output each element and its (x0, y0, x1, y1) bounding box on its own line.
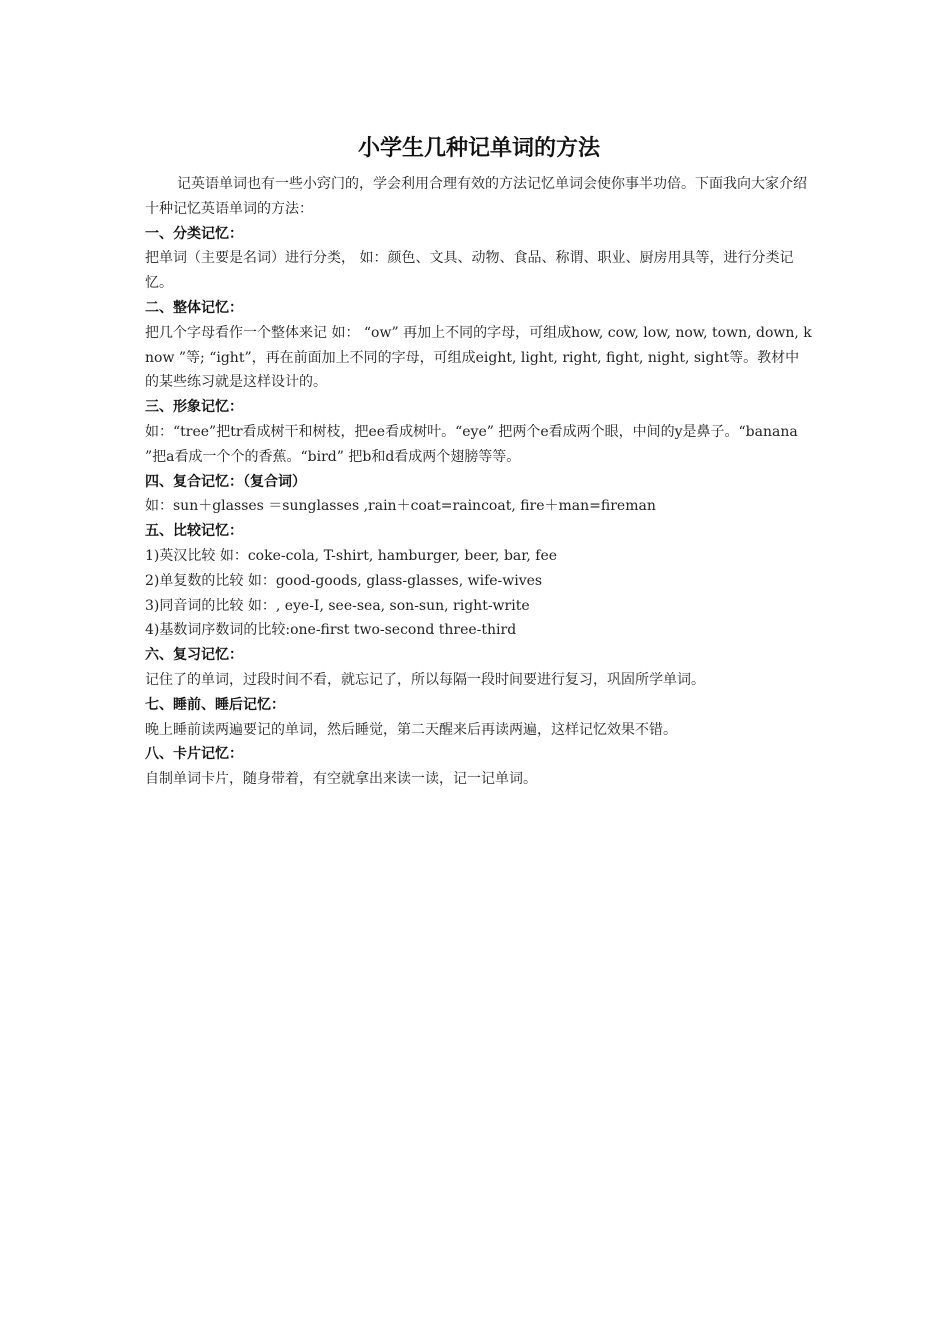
section-body: 把单词（主要是名词）进行分类， 如：颜色、文具、动物、食品、称谓、职业、厨房用具等，进行分类记忆。 (145, 250, 794, 292)
section-heading: 八、卡片记忆： (145, 746, 243, 763)
section-classification (145, 222, 813, 296)
section-heading: 三、形象记忆： (145, 399, 243, 416)
section-cards (145, 742, 813, 792)
section-compound (145, 470, 813, 520)
section-sleep (145, 693, 813, 743)
section-comparison (145, 519, 813, 643)
document-page (145, 132, 813, 792)
section-body: 如：sun＋glasses ＝sunglasses ,rain＋coat=raincoat, fire＋man=fireman (145, 498, 656, 515)
section-body: 记住了的单词，过段时间不看，就忘记了，所以每隔一段时间要进行复习，巩固所学单词。 (145, 671, 705, 688)
section-heading: 六、复习记忆： (145, 647, 243, 664)
section-body: 如：“tree”把tr看成树干和树枝，把ee看成树叶。“eye” 把两个e看成两个眼，中间的y是鼻子。“banana ”把a看成一个个的香蕉。“bird” 把b和d看成两个翅膀等等。 (145, 423, 798, 465)
section-heading: 五、比较记忆： (145, 523, 243, 540)
section-whole (145, 296, 813, 395)
section-heading: 一、分类记忆： (145, 225, 243, 242)
comparison-item: 4)基数词序数词的比较:one-first two-second three-third (145, 622, 517, 639)
section-heading: 七、睡前、睡后记忆： (145, 696, 285, 713)
section-image (145, 395, 813, 469)
comparison-item: 2)单复数的比较 如：good-goods, glass-glasses, wife-wives (145, 572, 543, 589)
section-heading: 二、整体记忆： (145, 299, 243, 316)
section-body: 把几个字母看作一个整体来记 如： “ow” 再加上不同的字母，可组成how, cow, low, now, town, down, know ”等; “ight”，再在前面加上不同的字母，可组成eight, light, right, fight, night, sight等。教材中的某些练习就是这样设计的。 (145, 324, 812, 391)
intro-paragraph: 记英语单词也有一些小窍门的，学会利用合理有效的方法记忆单词会使你事半功倍。下面我向大家介绍十种记忆英语单词的方法： (145, 176, 807, 217)
document-title: 小学生几种记单词的方法 (357, 136, 600, 161)
section-heading: 四、复合记忆：（复合词） (145, 473, 306, 490)
section-body: 自制单词卡片，随身带着，有空就拿出来读一读，记一记单词。 (145, 771, 537, 788)
section-review (145, 643, 813, 693)
comparison-item: 3)同音词的比较 如：, eye-I, see-sea, son-sun, right-write (145, 597, 530, 614)
comparison-item: 1)英汉比较 如：coke-cola, T-shirt, hamburger, beer, bar, fee (145, 547, 558, 564)
section-body: 晚上睡前读两遍要记的单词，然后睡觉，第二天醒来后再读两遍，这样记忆效果不错。 (145, 721, 677, 738)
